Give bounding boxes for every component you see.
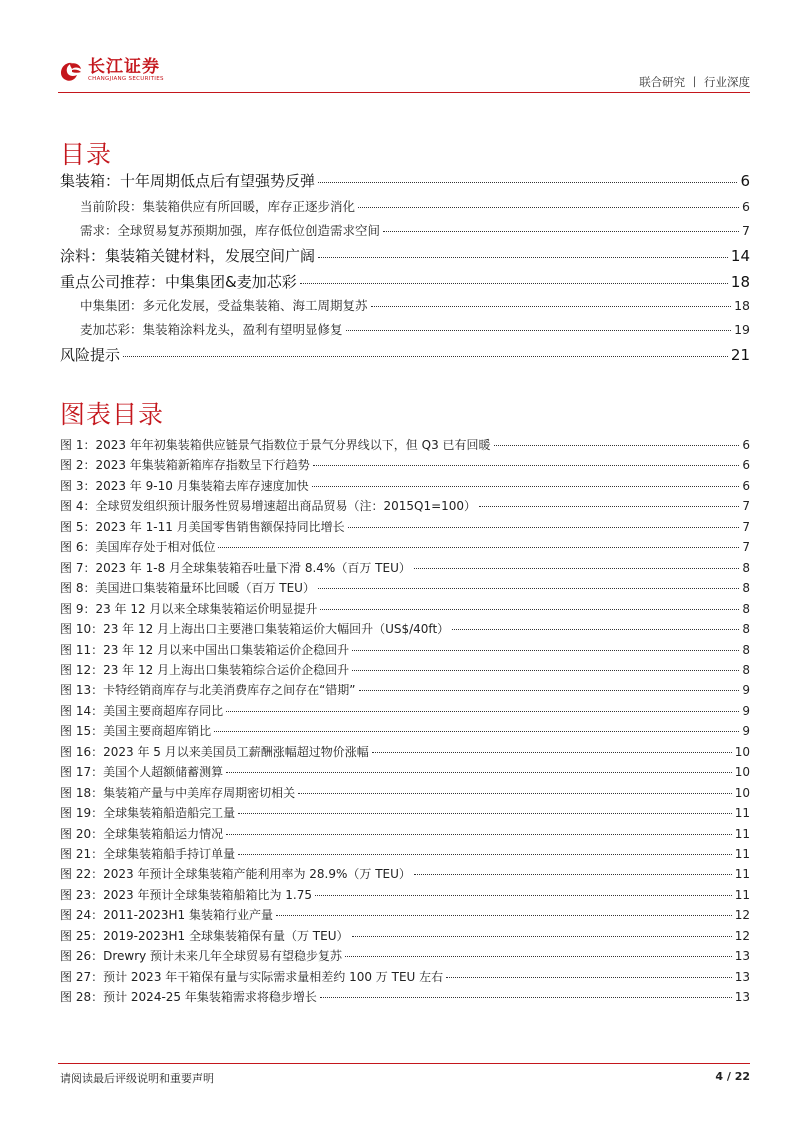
figure-title: Drewry 预计未来几年全球贸易有望稳步复苏 — [103, 949, 343, 964]
changjiang-logo-icon — [58, 59, 84, 83]
toc-leader-dots — [346, 330, 732, 331]
figure-entry[interactable] — [60, 865, 750, 882]
figure-label: 图 2： — [60, 458, 96, 473]
figure-entry[interactable] — [60, 497, 750, 514]
toc-entry-title: 涂料：集装箱关键材料，发展空间广阔 — [60, 247, 316, 265]
figure-leader-dots — [345, 956, 732, 957]
figure-page: 11 — [734, 847, 750, 861]
toc-leader-dots — [358, 207, 739, 208]
figure-entry[interactable] — [60, 559, 750, 576]
figure-title: 23 年 12 月上海出口主要港口集装箱运价大幅回升（US$/40ft） — [103, 622, 450, 636]
figure-title: 2023 年集装箱新箱库存指数呈下行趋势 — [95, 458, 310, 473]
figure-entry[interactable] — [60, 825, 750, 842]
figure-leader-dots — [312, 486, 740, 487]
figure-page: 9 — [742, 703, 750, 718]
figure-label: 图 14： — [60, 703, 104, 718]
figure-page: 10 — [734, 744, 750, 759]
figure-entry[interactable] — [60, 804, 750, 821]
figure-entry[interactable] — [60, 988, 750, 1005]
toc-leader-dots — [123, 356, 728, 357]
toc-entry[interactable] — [60, 271, 750, 292]
figure-leader-dots — [479, 506, 739, 507]
figure-label: 图 4： — [60, 499, 96, 514]
figure-entry[interactable] — [60, 620, 750, 637]
figure-page: 12 — [734, 928, 750, 943]
toc-entry-page: 18 — [734, 298, 750, 313]
toc-entry-title: 集装箱：十年周期低点后有望强势反弹 — [60, 172, 316, 190]
toc-leader-dots — [300, 283, 728, 284]
figure-title: 23 年 12 月以来全球集装箱运价明显提升 — [95, 601, 318, 616]
figure-title: 美国主要商超库存同比 — [103, 703, 224, 718]
figure-entry[interactable] — [60, 538, 750, 555]
company-logo — [58, 58, 164, 83]
figure-title: 2023 年年初集装箱供应链景气指数位于景气分界线以下，但 Q3 已有回暖 — [95, 438, 491, 452]
toc-entry-title: 当前阶段：集装箱供应有所回暖，库存正逐步消化 — [80, 199, 356, 214]
figure-page: 13 — [734, 990, 750, 1005]
figure-page: 8 — [742, 581, 750, 596]
figure-leader-dots — [348, 527, 740, 528]
figure-leader-dots — [372, 752, 732, 753]
figure-title: 全球集装箱船手持订单量 — [103, 847, 236, 861]
figure-entry[interactable] — [60, 886, 750, 903]
figure-label: 图 5： — [60, 519, 96, 534]
toc-entry-title: 麦加芯彩：集装箱涂料龙头，盈利有望明显修复 — [80, 322, 343, 337]
figure-page: 8 — [742, 601, 750, 616]
figure-leader-dots — [352, 650, 739, 651]
figure-leader-dots — [320, 997, 732, 998]
figure-page: 11 — [734, 867, 750, 882]
page-number: 4 / 22 — [715, 1070, 750, 1083]
figure-label: 图 15： — [60, 724, 104, 739]
figure-entry[interactable] — [60, 947, 750, 964]
figure-title: 2011-2023H1 集装箱行业产量 — [103, 908, 273, 923]
figure-page: 6 — [742, 438, 750, 452]
figure-title: 23 年 12 月上海出口集装箱综合运价企稳回升 — [103, 662, 350, 677]
figure-title: 2023 年 1-11 月美国零售销售额保持同比增长 — [95, 519, 345, 534]
toc-entry[interactable] — [60, 197, 750, 215]
figure-label: 图 22： — [60, 867, 104, 882]
footer-disclaimer: 请阅读最后评级说明和重要声明 — [60, 1072, 214, 1085]
figure-leader-dots — [218, 547, 739, 548]
figure-page: 8 — [742, 642, 750, 657]
figure-title: 美国库存处于相对低位 — [95, 540, 216, 555]
figure-page: 8 — [742, 560, 750, 575]
figure-leader-dots — [315, 895, 732, 896]
toc-entry-page: 6 — [740, 172, 750, 190]
figure-entry[interactable] — [60, 518, 750, 535]
figure-leader-dots — [352, 936, 732, 937]
toc-entry[interactable] — [60, 245, 750, 266]
figure-entry[interactable] — [60, 722, 750, 739]
figure-label: 图 27： — [60, 969, 104, 984]
figure-label: 图 17： — [60, 765, 104, 780]
page-header — [58, 52, 750, 92]
figure-page: 7 — [742, 519, 750, 534]
figure-entry[interactable] — [60, 681, 750, 698]
figure-leader-dots — [446, 977, 732, 978]
toc-entry-title: 风险提示 — [60, 346, 121, 364]
figure-page: 11 — [734, 806, 750, 821]
figure-page: 6 — [742, 478, 750, 493]
figure-title: 2023 年 5 月以来美国员工薪酬涨幅超过物价涨幅 — [103, 744, 369, 759]
header-divider — [58, 92, 750, 93]
figure-label: 图 18： — [60, 785, 104, 800]
figure-label: 图 26： — [60, 949, 104, 964]
figure-entry[interactable] — [60, 477, 750, 494]
figure-title: 集装箱产量与中美库存周期密切相关 — [103, 785, 296, 800]
figure-label: 图 24： — [60, 908, 104, 923]
figure-title: 预计 2023 年干箱保有量与实际需求量相差约 100 万 TEU 左右 — [103, 969, 444, 984]
figure-leader-dots — [298, 793, 732, 794]
toc-leader-dots — [318, 257, 728, 258]
figure-entry[interactable] — [60, 845, 750, 862]
toc-entry[interactable] — [60, 344, 750, 365]
figure-page: 7 — [742, 540, 750, 555]
figure-entry[interactable] — [60, 641, 750, 658]
figure-entry[interactable] — [60, 579, 750, 596]
figure-title: 全球集装箱船运力情况 — [103, 826, 224, 841]
figure-leader-dots — [320, 609, 739, 610]
figure-entry[interactable] — [60, 743, 750, 760]
toc-entry-page: 14 — [730, 247, 750, 265]
report-type-label: 联合研究 丨 行业深度 — [639, 75, 750, 89]
figure-leader-dots — [238, 854, 732, 855]
figure-page: 7 — [742, 499, 750, 514]
figure-entry[interactable] — [60, 763, 750, 780]
figure-leader-dots — [226, 834, 732, 835]
toc-title: 目录 — [60, 140, 113, 169]
figure-leader-dots — [276, 915, 732, 916]
figure-label: 图 8： — [60, 581, 96, 596]
figure-list-title: 图表目录 — [60, 400, 165, 429]
figure-label: 图 25： — [60, 928, 104, 943]
toc-leader-dots — [318, 182, 737, 183]
toc-entry-page: 21 — [730, 346, 750, 364]
figure-label: 图 6： — [60, 540, 96, 555]
figure-leader-dots — [318, 588, 739, 589]
figure-leader-dots — [414, 874, 732, 875]
logo-chinese-name: 长江证券 — [88, 57, 160, 77]
figure-title: 2023 年预计全球集装箱船箱比为 1.75 — [103, 887, 312, 902]
figure-entry[interactable] — [60, 456, 750, 473]
figure-label: 图 7： — [60, 560, 96, 575]
figure-label: 图 13： — [60, 683, 104, 698]
figure-title: 美国个人超额储蓄测算 — [103, 765, 224, 780]
figure-page: 11 — [734, 826, 750, 841]
toc-entry[interactable] — [60, 170, 750, 191]
logo-english-name: CHANGJIANG SECURITIES — [88, 76, 164, 82]
figure-page: 9 — [742, 724, 750, 739]
figure-entry[interactable] — [60, 906, 750, 923]
figure-entry[interactable] — [60, 968, 750, 985]
toc-entry-page: 18 — [730, 273, 750, 291]
toc-entry[interactable] — [60, 296, 750, 314]
figure-title: 预计 2024-25 年集装箱需求将稳步增长 — [103, 990, 317, 1005]
figure-label: 图 9： — [60, 601, 96, 616]
figure-leader-dots — [313, 465, 740, 466]
figure-entry[interactable] — [60, 784, 750, 801]
figure-entry[interactable] — [60, 927, 750, 944]
figure-label: 图 23： — [60, 887, 104, 902]
figure-title: 美国主要商超库销比 — [103, 724, 212, 739]
figure-title: 2023 年 9-10 月集装箱去库存速度加快 — [95, 478, 309, 493]
figure-title: 2023 年 1-8 月全球集装箱吞吐量下滑 8.4%（百万 TEU） — [95, 560, 411, 575]
figure-page: 13 — [734, 949, 750, 964]
figure-leader-dots — [414, 568, 740, 569]
figure-leader-dots — [214, 731, 739, 732]
toc-leader-dots — [371, 306, 732, 307]
toc-entry-title: 重点公司推荐：中集集团&麦加芯彩 — [60, 273, 297, 291]
figure-leader-dots — [238, 813, 732, 814]
figure-leader-dots — [452, 629, 739, 630]
figure-label: 图 10： — [60, 622, 104, 636]
figure-title: 美国进口集装箱量环比回暖（百万 TEU） — [95, 581, 315, 596]
toc-entry-title: 中集集团：多元化发展，受益集装箱、海工周期复苏 — [80, 298, 368, 313]
figure-page: 8 — [742, 662, 750, 677]
figure-page: 13 — [734, 969, 750, 984]
figure-label: 图 16： — [60, 744, 104, 759]
figure-page: 10 — [734, 785, 750, 800]
toc-entry-page: 6 — [742, 199, 750, 214]
figure-entry[interactable] — [60, 661, 750, 678]
figure-page: 10 — [734, 765, 750, 780]
figure-page: 11 — [734, 887, 750, 902]
figure-leader-dots — [352, 670, 739, 671]
figure-leader-dots — [494, 445, 740, 446]
figure-label: 图 21： — [60, 847, 104, 861]
figure-page: 8 — [742, 622, 750, 636]
toc-entry[interactable] — [60, 320, 750, 338]
figure-title: 2019-2023H1 全球集装箱保有量（万 TEU） — [103, 928, 349, 943]
figure-label: 图 19： — [60, 806, 104, 821]
figure-label: 图 28： — [60, 990, 104, 1005]
toc-leader-dots — [383, 231, 739, 232]
footer-divider — [58, 1063, 750, 1064]
toc-entry-page: 7 — [742, 223, 750, 238]
figure-label: 图 20： — [60, 826, 104, 841]
figure-page: 12 — [734, 908, 750, 923]
figure-label: 图 12： — [60, 662, 104, 677]
figure-leader-dots — [359, 690, 740, 691]
figure-label: 图 11： — [60, 642, 104, 657]
figure-leader-dots — [226, 711, 739, 712]
toc-entry[interactable] — [60, 221, 750, 239]
figure-title: 全球贸发组织预计服务性贸易增速超出商品贸易（注：2015Q1=100） — [95, 499, 477, 514]
figure-leader-dots — [226, 772, 732, 773]
toc-entry-page: 19 — [734, 322, 750, 337]
figure-title: 卡特经销商库存与北美消费库存之间存在“错期” — [103, 683, 356, 698]
figure-title: 2023 年预计全球集装箱产能利用率为 28.9%（万 TEU） — [103, 867, 411, 882]
figure-page: 9 — [742, 683, 750, 698]
figure-title: 全球集装箱船造船完工量 — [103, 806, 236, 821]
figure-entry[interactable] — [60, 600, 750, 617]
toc-entry-title: 需求：全球贸易复苏预期加强，库存低位创造需求空间 — [80, 223, 381, 238]
figure-entry[interactable] — [60, 436, 750, 453]
figure-title: 23 年 12 月以来中国出口集装箱运价企稳回升 — [103, 642, 350, 657]
figure-page: 6 — [742, 458, 750, 473]
figure-entry[interactable] — [60, 702, 750, 719]
figure-label: 图 3： — [60, 478, 96, 493]
figure-label: 图 1： — [60, 438, 96, 452]
